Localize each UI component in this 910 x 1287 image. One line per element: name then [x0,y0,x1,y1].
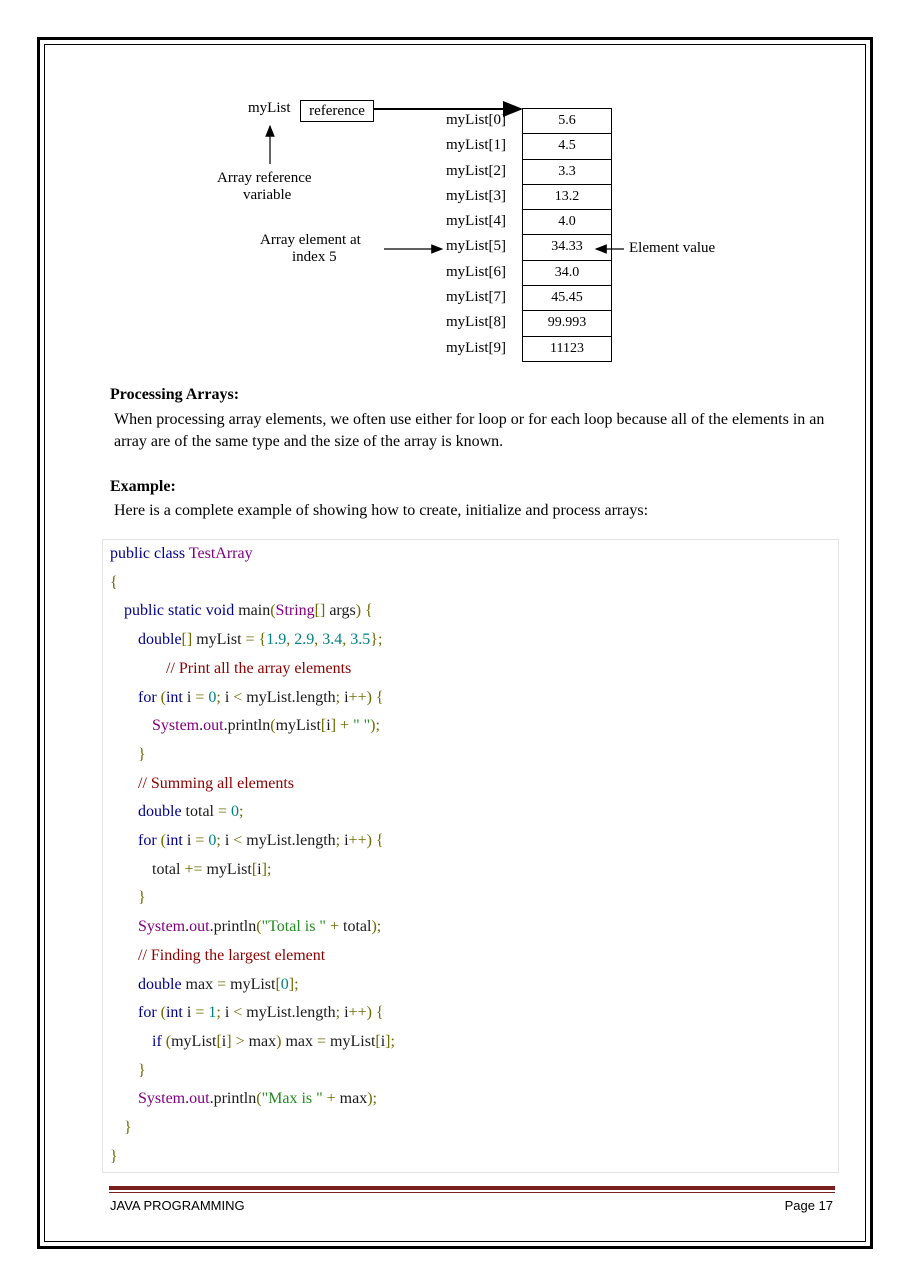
index-label: myList[9] [446,339,506,356]
array-cell: 99.993 [523,311,611,336]
elem-caption-line1: Array element at [260,232,361,248]
index-label: myList[4] [446,213,506,230]
code-line: for (int i = 1; i < myList.length; i++) { [138,1004,384,1022]
reference-box: reference [300,100,374,122]
code-line: { [110,573,118,591]
code-line: } [138,745,146,763]
array-cell: 3.3 [523,160,611,185]
index-label: myList[5] [446,238,506,255]
array-cell: 4.0 [523,210,611,235]
index-label: myList[2] [446,162,506,179]
array-cell: 11123 [523,337,611,362]
index-label: myList[7] [446,289,506,306]
code-block [102,539,839,1173]
code-line: System.out.println(myList[i] + " "); [152,717,380,735]
footer-rule-thin [109,1192,835,1193]
array-diagram [200,96,760,376]
array-cell: 5.6 [523,109,611,134]
variable-name: myList [248,100,291,116]
example-text: Here is a complete example of showing how to create, initialize and process arrays: [114,502,649,519]
code-line: for (int i = 0; i < myList.length; i++) { [138,832,384,849]
code-line: System.out.println("Total is " + total); [138,918,382,936]
code-line: // Finding the largest element [138,946,326,964]
index-label: myList[0] [446,112,506,128]
elem-caption-line2: index 5 [292,249,337,265]
code-line: public class TestArray [110,545,253,562]
array-cell: 34.33 [523,235,611,260]
code-line: System.out.println("Max is " + max); [138,1090,377,1108]
code-line: } [138,889,146,907]
index-label: myList[3] [446,187,506,204]
index-label: myList[1] [446,137,506,154]
code-line: for (int i = 0; i < myList.length; i++) { [138,688,384,706]
array-cell: 34.0 [523,261,611,286]
index-label: myList[8] [446,314,506,331]
code-line: double max = myList[0]; [138,975,299,993]
code-line: // Summing all elements [138,774,294,792]
array-cells [522,108,612,362]
footer-rule [109,1186,835,1190]
processing-arrays-text: When processing array elements, we often use either for loop or for each loop because all of the elements in an array are of the same type and the size of the array is known. [114,411,825,450]
code-line: } [138,1061,146,1079]
code-line: // Print all the array elements [166,659,352,677]
code-line: public static void main(String[] args) { [124,602,373,620]
ref-caption-line1: Array reference [217,170,312,186]
ref-caption-line2: variable [243,187,292,203]
value-caption: Element value [629,240,716,256]
index-label: myList[6] [446,263,506,280]
footer-title: JAVA PROGRAMMING [110,1198,245,1213]
code-line: double[] myList = {1.9, 2.9, 3.4, 3.5}; [138,631,383,649]
array-cell: 4.5 [523,134,611,159]
array-index-labels [446,108,518,361]
array-cell: 45.45 [523,286,611,311]
code-line: total += myList[i]; [152,860,272,878]
processing-arrays-heading: Processing Arrays: [110,386,240,403]
code-line: } [110,1147,118,1165]
array-cell: 13.2 [523,185,611,210]
example-heading: Example: [110,478,176,495]
code-line: if (myList[i] > max) max = myList[i]; [152,1032,395,1050]
code-line: } [124,1119,132,1136]
code-line: double total = 0; [138,803,244,821]
page-number: Page 17 [784,1198,833,1213]
